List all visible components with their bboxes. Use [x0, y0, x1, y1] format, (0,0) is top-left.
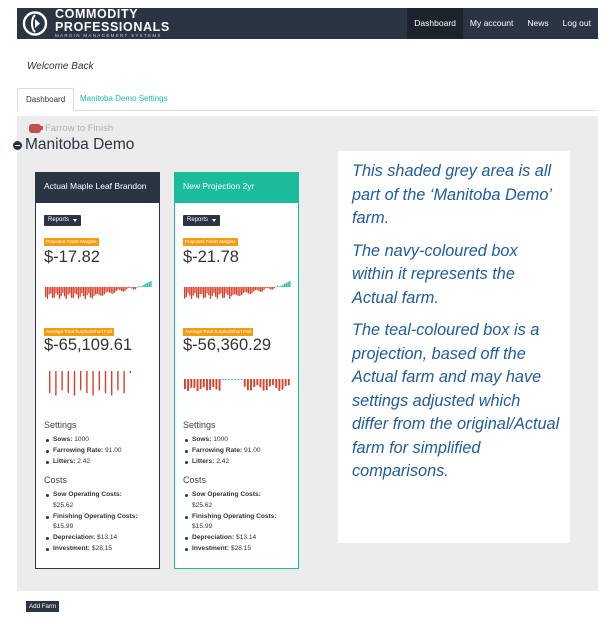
sparkline-bar	[243, 287, 244, 293]
reports-label: Reports	[48, 217, 70, 223]
sparkline-bar	[275, 287, 276, 288]
costs-heading: Costs	[44, 475, 68, 485]
sparkline-bar	[263, 287, 264, 290]
list-item: Finishing Operating Costs: $15.99	[46, 512, 138, 534]
sparkline-bar	[130, 371, 131, 373]
sparkline-bar	[269, 287, 270, 289]
sparkline-bar	[150, 281, 151, 287]
sparkline-bar	[102, 287, 103, 296]
sparkline-bar	[62, 287, 63, 293]
costs-list	[185, 490, 277, 555]
sparkline-bar	[116, 287, 117, 291]
sparkline-bar	[86, 287, 87, 295]
sparkline-bar	[80, 371, 81, 390]
margin-sparkline	[184, 279, 291, 303]
sparkline-bar	[206, 287, 207, 293]
list-item: Depreciation: $13.14	[185, 533, 277, 544]
reports-dropdown-button[interactable]	[183, 215, 220, 226]
sparkline-bar	[187, 379, 189, 391]
surplus-value: $-65,109.61	[44, 336, 133, 354]
card-title[interactable]: Actual Maple Leaf Brandon	[36, 173, 159, 203]
sparkline-bar	[217, 287, 218, 299]
top-navbar	[17, 8, 598, 39]
sparkline-bar	[61, 287, 62, 296]
sparkline-bar	[81, 287, 82, 293]
sparkline-bar	[135, 287, 136, 289]
sparkline-bar	[198, 287, 199, 299]
sparkline-bar	[200, 379, 202, 389]
sparkline-bar	[256, 379, 258, 385]
sparkline-bar	[105, 371, 106, 393]
sparkline-bar	[86, 371, 87, 393]
sparkline-bar	[250, 379, 252, 390]
sparkline-bar	[253, 379, 255, 387]
tab-bar	[17, 88, 598, 111]
sparkline-bar	[90, 287, 91, 297]
sparkline-bar	[69, 287, 70, 293]
sparkline-bar	[49, 371, 50, 393]
sparkline-bar	[256, 287, 257, 290]
sparkline-bar	[193, 379, 195, 388]
sparkline-bar	[99, 371, 100, 390]
sparkline-bar	[274, 287, 275, 288]
sparkline-bar	[241, 379, 243, 380]
sparkline-bar	[234, 379, 236, 380]
sparkline-bar	[114, 287, 115, 293]
sparkline-bar	[203, 287, 204, 298]
welcome-message: Welcome Back	[27, 61, 94, 72]
tab-farm-settings[interactable]: Manitoba Demo Settings	[80, 94, 168, 103]
list-item: Finishing Operating Costs: $15.99	[185, 512, 277, 534]
surplus-badge: Average Total Surplus/Short Fall	[185, 329, 251, 334]
sparkline-bar	[107, 287, 108, 292]
sparkline-bar	[100, 287, 101, 296]
reports-label: Reports	[187, 217, 209, 223]
nav-my-account[interactable]: My account	[469, 18, 514, 28]
sparkline-bar	[126, 287, 127, 289]
list-item: Depreciation: $13.14	[46, 533, 138, 544]
nav-links	[407, 8, 598, 39]
card-title[interactable]: New Projection 2yr	[175, 173, 298, 203]
sparkline-bar	[143, 285, 144, 287]
reports-dropdown-button[interactable]	[44, 215, 81, 226]
sparkline-bar	[263, 379, 265, 391]
list-item: Litters: 2.42	[185, 457, 261, 468]
sparkline-bar	[76, 287, 77, 295]
sparkline-bar	[272, 379, 274, 385]
sparkline-bar	[191, 287, 192, 299]
sparkline-bar	[93, 287, 94, 296]
sparkline-bar	[247, 379, 249, 390]
sparkline-bar	[109, 287, 110, 292]
sparkline-bar	[190, 379, 192, 388]
farm-type	[29, 123, 113, 134]
sparkline-bar	[136, 287, 137, 288]
sparkline-bar	[48, 287, 49, 294]
sparkline-bar	[184, 287, 185, 299]
tab-dashboard[interactable]: Dashboard	[17, 88, 74, 111]
sparkline-bar	[281, 286, 282, 287]
surplus-badge: Average Total Surplus/Short Fall	[46, 329, 112, 334]
sparkline-bar	[286, 283, 287, 287]
margin-badge: Projected Finish Margins	[185, 239, 236, 244]
sparkline-bar	[227, 287, 228, 295]
margin-sparkline	[45, 279, 152, 303]
sparkline-bar	[200, 287, 201, 294]
sparkline-bar	[205, 287, 206, 297]
sparkline-bar	[210, 287, 211, 299]
sparkline-bar	[238, 287, 239, 296]
sparkline-bar	[80, 287, 81, 297]
nav-news[interactable]: News	[527, 18, 549, 28]
sparkline-bar	[189, 287, 190, 296]
sparkline-bar	[238, 379, 240, 380]
sparkline-bar	[124, 287, 125, 291]
list-item: Litters: 2.42	[46, 457, 122, 468]
sparkline-bar	[258, 287, 259, 291]
sparkline-bar	[147, 283, 148, 287]
sparkline-bar	[119, 287, 120, 290]
sparkline-bar	[92, 371, 93, 396]
list-item: Sow Operating Costs: $25.62	[46, 490, 138, 512]
sparkline-bar	[128, 287, 129, 288]
sparkline-bar	[222, 287, 223, 298]
sparkline-bar	[133, 287, 134, 289]
costs-heading: Costs	[183, 475, 207, 485]
sparkline-bar	[253, 287, 254, 292]
sparkline-bar	[244, 379, 246, 387]
sparkline-bar	[248, 287, 249, 294]
sparkline-bar	[228, 379, 230, 380]
sparkline-bar	[215, 379, 217, 389]
sparkline-bar	[267, 287, 268, 288]
sparkline-bar	[277, 286, 278, 287]
sparkline-bar	[285, 379, 287, 386]
sparkline-bar	[272, 287, 273, 290]
brand-line1: COMMODITY	[55, 7, 139, 22]
sparkline-bar	[149, 282, 150, 287]
sparkline-bar	[55, 371, 56, 396]
sparkline-bar	[206, 379, 208, 390]
farm-type-label: Farrow to Finish	[45, 123, 114, 134]
collapse-icon[interactable]	[13, 141, 22, 150]
sparkline-bar	[262, 287, 263, 292]
sparkline-bar	[117, 287, 118, 290]
sparkline-bar	[212, 379, 214, 387]
brand-line2: PROFESSIONALS	[55, 19, 170, 34]
list-item: Sow Operating Costs: $25.62	[185, 490, 277, 512]
brand-tagline: MARGIN MANAGEMENT SYSTEMS	[55, 33, 162, 39]
sparkline-bar	[266, 379, 268, 390]
sparkline-bar	[78, 287, 79, 299]
sparkline-bar	[184, 379, 186, 389]
sparkline-bar	[288, 379, 290, 385]
nav-dashboard[interactable]: Dashboard	[407, 8, 463, 39]
sparkline-bar	[229, 287, 230, 299]
brand-logo-icon	[21, 10, 51, 37]
sparkline-bar	[117, 371, 118, 390]
sparkline-bar	[234, 287, 235, 294]
sparkline-bar	[131, 287, 132, 289]
sparkline-bar	[71, 287, 72, 298]
farm-card-actual	[35, 172, 160, 569]
sparkline-bar	[282, 285, 283, 287]
add-farm-button[interactable]: Add Farm	[26, 601, 59, 612]
sparkline-bar	[64, 287, 65, 296]
sparkline-bar	[50, 287, 51, 294]
sparkline-bar	[231, 379, 233, 380]
sparkline-bar	[111, 371, 112, 396]
sparkline-bar	[47, 287, 48, 299]
sparkline-bar	[219, 379, 221, 391]
sparkline-bar	[187, 287, 188, 293]
sparkline-bar	[97, 287, 98, 294]
sparkline-bar	[55, 287, 56, 293]
sparkline-bar	[225, 379, 227, 380]
surplus-value: $-56,360.29	[183, 336, 272, 354]
sparkline-bar	[145, 284, 146, 287]
list-item: Sows: 1000	[185, 435, 261, 446]
sparkline-bar	[66, 287, 67, 299]
sparkline-bar	[246, 287, 247, 292]
margin-value: $-21.78	[183, 248, 239, 266]
sparkline-bar	[74, 287, 75, 294]
sparkline-bar	[73, 287, 74, 298]
sparkline-bar	[74, 371, 75, 396]
sparkline-bar	[52, 287, 53, 298]
sparkline-bar	[142, 286, 143, 287]
sparkline-bar	[196, 287, 197, 297]
settings-heading: Settings	[183, 420, 216, 430]
sparkline-bar	[105, 287, 106, 293]
sparkline-bar	[92, 287, 93, 298]
margin-badge: Projected Finish Margins	[46, 239, 97, 244]
sparkline-bar	[224, 287, 225, 298]
brand-logo[interactable]	[21, 7, 170, 39]
annotation-paragraph: The navy-coloured box within it represents the Actual farm.	[352, 241, 518, 307]
settings-list	[185, 435, 261, 467]
settings-list	[46, 435, 122, 467]
annotation-box	[338, 151, 570, 543]
sparkline-bar	[278, 379, 280, 391]
sparkline-bar	[232, 287, 233, 295]
sparkline-bar	[85, 287, 86, 299]
farm-name: Manitoba Demo	[25, 136, 135, 153]
sparkline-bar	[201, 287, 202, 294]
sparkline-bar	[121, 287, 122, 291]
sparkline-bar	[194, 287, 195, 293]
sparkline-bar	[88, 287, 89, 293]
sparkline-bar	[57, 287, 58, 295]
sparkline-bar	[260, 379, 262, 387]
sparkline-bar	[239, 287, 240, 296]
sparkline-bar	[197, 379, 199, 391]
sparkline-bar	[244, 287, 245, 292]
farm-title	[17, 136, 134, 154]
annotation-paragraph: The teal-coloured box is a projection, based off the Actual farm and may have settings adjusted which differ from the original/Actual farm for simplified comparisons.	[352, 321, 560, 480]
sparkline-bar	[225, 287, 226, 293]
sparkline-bar	[265, 287, 266, 288]
sparkline-bar	[251, 287, 252, 293]
sparkline-bar	[270, 287, 271, 290]
sparkline-bar	[260, 287, 261, 292]
sparkline-bar	[209, 379, 211, 390]
farm-card-projection	[174, 172, 299, 569]
pig-icon	[29, 124, 41, 133]
sparkline-bar	[123, 287, 124, 292]
sparkline-bar	[288, 282, 289, 287]
sparkline-bar	[68, 371, 69, 393]
sparkline-bar	[275, 379, 277, 388]
list-item: Investment: $28.15	[46, 544, 138, 555]
sparkline-bar	[186, 287, 187, 297]
sparkline-bar	[255, 287, 256, 290]
sparkline-bar	[208, 287, 209, 295]
sparkline-bar	[67, 287, 68, 295]
sparkline-bar	[219, 287, 220, 294]
list-item: Sows: 1000	[46, 435, 122, 446]
sparkline-bar	[213, 287, 214, 293]
sparkline-bar	[59, 287, 60, 299]
sparkline-bar	[289, 281, 290, 287]
caret-down-icon	[73, 219, 77, 222]
sparkline-bar	[250, 287, 251, 294]
surplus-sparkline	[45, 369, 152, 397]
caret-down-icon	[212, 219, 216, 222]
sparkline-bar	[282, 379, 284, 390]
sparkline-bar	[112, 287, 113, 294]
sparkline-bar	[104, 287, 105, 294]
list-item: Farrowing Rate: 91.00	[46, 446, 122, 457]
sparkline-bar	[284, 284, 285, 287]
sparkline-bar	[222, 379, 224, 380]
list-item: Investment: $28.15	[185, 544, 277, 555]
sparkline-bar	[54, 287, 55, 298]
sparkline-bar	[99, 287, 100, 295]
sparkline-bar	[83, 287, 84, 296]
sparkline-bar	[95, 287, 96, 294]
annotation-paragraph: This shaded grey area is all part of the ‘Manitoba Demo’ farm.	[352, 162, 552, 227]
list-item: Farrowing Rate: 91.00	[185, 446, 261, 457]
sparkline-bar	[220, 287, 221, 294]
sparkline-bar	[45, 287, 46, 297]
margin-value: $-17.82	[44, 248, 100, 266]
sparkline-bar	[123, 371, 124, 393]
sparkline-bar	[269, 379, 271, 386]
sparkline-bar	[279, 287, 280, 288]
sparkline-bar	[138, 286, 139, 287]
sparkline-bar	[241, 287, 242, 295]
sparkline-bar	[231, 287, 232, 296]
sparkline-bar	[140, 287, 141, 288]
sparkline-bar	[130, 287, 131, 288]
costs-list	[46, 490, 138, 555]
nav-log-out[interactable]: Log out	[562, 18, 591, 28]
sparkline-bar	[61, 371, 62, 390]
sparkline-bar	[236, 287, 237, 295]
surplus-sparkline	[184, 369, 291, 397]
sparkline-bar	[111, 287, 112, 293]
sparkline-bar	[215, 287, 216, 297]
sparkline-bar	[212, 287, 213, 296]
settings-heading: Settings	[44, 420, 77, 430]
sparkline-bar	[193, 287, 194, 295]
sparkline-bar	[203, 379, 205, 387]
